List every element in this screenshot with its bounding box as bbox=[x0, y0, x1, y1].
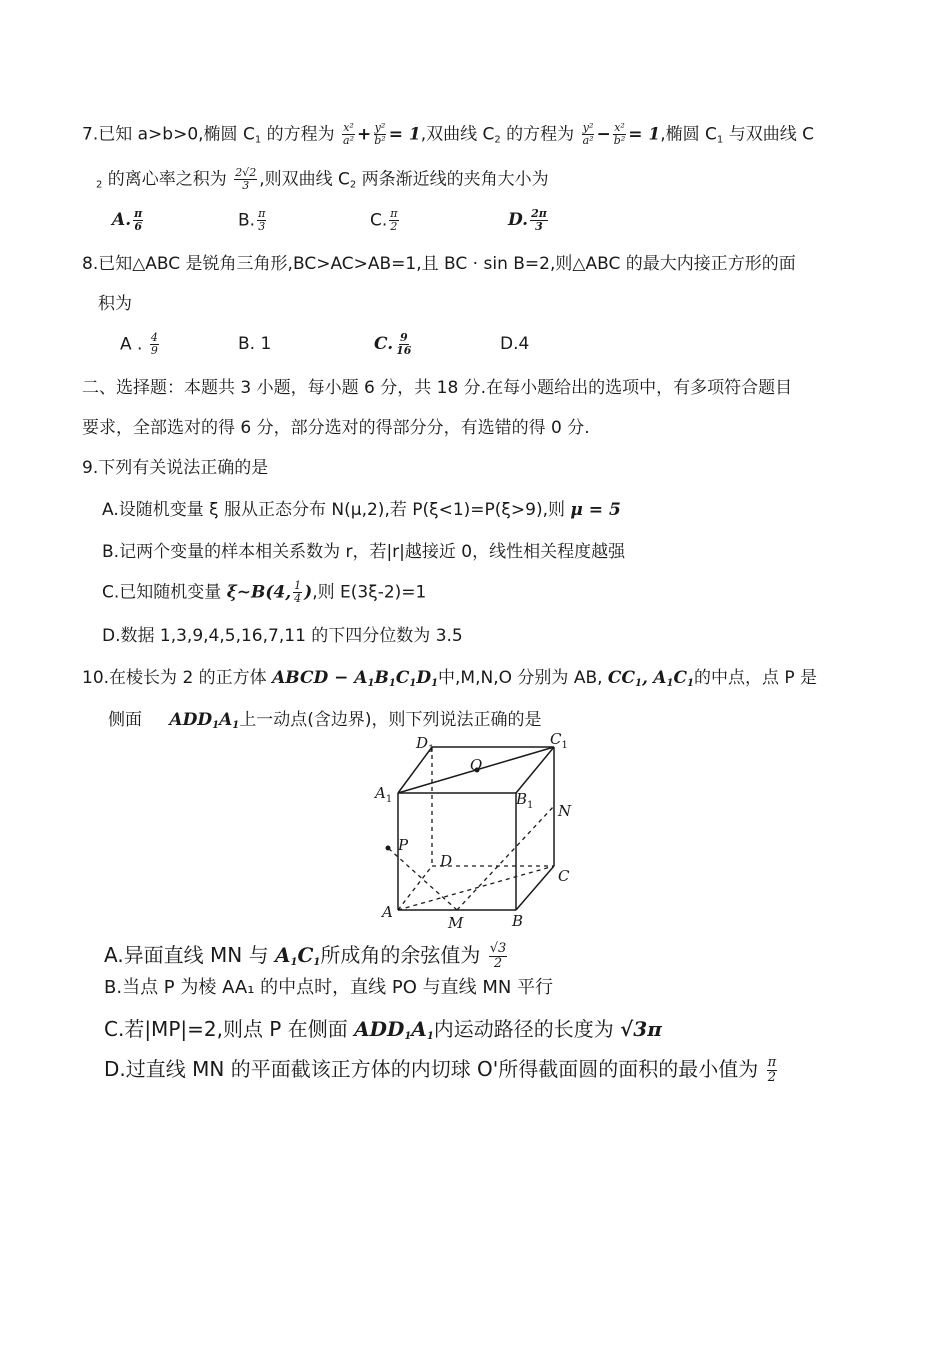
cube-figure bbox=[370, 730, 590, 935]
q10-line1: 10.在棱长为 2 的正方体 ABCD − $A_1B_1C_1D_1$中,M,N,O 分别为 AB, $CC_1$, $A_1C_1$的中点，点 P 是 bbox=[82, 668, 818, 689]
q9-stem: 9.下列有关说法正确的是 bbox=[82, 458, 269, 478]
ellipse-x-term: $\frac{\text{x²}}{\text{a²}}$ bbox=[343, 121, 354, 147]
q10-option-c: C.若|MP|=2,则点 P 在侧面 $ADD_1A_1$内运动路径的长度为 √3π bbox=[104, 1017, 662, 1042]
label-a: A bbox=[382, 903, 393, 921]
q9-option-b: B.记两个变量的样本相关系数为 r，若|r|越接近 0，线性相关程度越强 bbox=[102, 542, 626, 562]
q10-option-a: A.异面直线 MN 与 $A_1C_1$所成角的余弦值为 $\frac{√3}{2}$ bbox=[104, 941, 507, 971]
q7-option-a: A. $\frac{\pi}{6}$ bbox=[112, 207, 143, 233]
q9-option-a: A.设随机变量 ξ 服从正态分布 N(μ,2),若 P(ξ<1)=P(ξ>9),则 μ = 5 bbox=[102, 500, 621, 520]
segment-a-c bbox=[398, 866, 554, 910]
q7-option-c: C. $\frac{\pi}{2}$ bbox=[370, 207, 398, 233]
point-p bbox=[386, 846, 391, 851]
label-c: C bbox=[558, 867, 570, 885]
segment-m-n bbox=[457, 806, 554, 910]
q10-line2: 侧面 $ADD_1A_1$上一动点(含边界)，则下列说法正确的是 bbox=[108, 710, 542, 731]
label-m: M bbox=[448, 914, 464, 932]
section2-line2: 要求，全部选对的得 6 分，部分选对的得部分分，有选错的得 0 分. bbox=[82, 418, 590, 438]
section2-line1: 二、选择题：本题共 3 小题，每小题 6 分，共 18 分.在每小题给出的选项中，有多项符合题目 bbox=[82, 378, 793, 398]
hyperbola-x-term: $\frac{\text{x²}}{\text{b²}}$ bbox=[613, 121, 626, 147]
q7-line2: $_2$ 的离心率之积为 $\frac{2√2}{3}$ ,则双曲线 $C_2$ 两条渐近线的夹角大小为 bbox=[96, 166, 549, 192]
q7-option-b: B. $\frac{\pi}{3}$ bbox=[238, 207, 266, 233]
q8-line1: 8.已知△ABC 是锐角三角形,BC>AC>AB=1,且 BC · sin B=2,则△ABC 的最大内接正方形的面 bbox=[82, 254, 796, 274]
edge-a1-d1 bbox=[398, 747, 432, 793]
q8-option-c: C. $\frac{9}{16}$ bbox=[374, 331, 412, 357]
q9-option-c: C.已知随机变量 ξ∼B(4, $\frac{1}{4}$ ),则 E(3ξ-2)=1 bbox=[102, 579, 427, 605]
hyperbola-y-term: $\frac{\text{y²}}{\text{a²}}$ bbox=[582, 121, 594, 147]
label-b: B bbox=[512, 912, 524, 930]
label-p: P bbox=[398, 836, 409, 854]
eccentricity-product: $\frac{2√2}{3}$ bbox=[235, 166, 257, 192]
q8-option-b: B. 1 bbox=[238, 334, 272, 354]
q7-option-d: D. $\frac{2\pi}{3}$ bbox=[508, 207, 547, 233]
q8-line2: 积为 bbox=[98, 294, 132, 314]
label-n: N bbox=[558, 802, 572, 820]
label-a1: $A_1$ bbox=[375, 784, 393, 805]
q10-option-d: D.过直线 MN 的平面截该正方体的内切球 O'所得截面圆的面积的最小值为 $\frac{\pi}{2}$ bbox=[104, 1055, 777, 1085]
q9-option-d: D.数据 1,3,9,4,5,16,7,11 的下四分位数为 3.5 bbox=[102, 626, 463, 646]
q7-line1: 7.已知 a>b>0,椭圆 $C_1$ 的方程为 $\frac{\text{x²}}{\text{a²}}$ + $\frac{\text{y²}}{\text{b²}}$ = 1,双曲线 $C_2$ 的方程为 $\frac{\text{y²}}{\text{a²}}$ − $\frac{\text{x²}}{\text{b²}}$ = 1,椭圆 $C_1$ 与双曲线 C bbox=[82, 121, 814, 147]
ellipse-y-term: $\frac{\text{y²}}{\text{b²}}$ bbox=[374, 121, 386, 147]
label-d1: $D_1$ bbox=[416, 734, 435, 755]
label-b1: $B_1$ bbox=[516, 790, 534, 811]
edge-b1-c1 bbox=[516, 747, 554, 793]
q8-option-d: D.4 bbox=[500, 334, 530, 354]
q10-option-b: B.当点 P 为棱 AA₁ 的中点时，直线 PO 与直线 MN 平行 bbox=[104, 977, 554, 998]
label-o: O bbox=[470, 756, 483, 774]
q8-option-a: A . $\frac{4}{9}$ bbox=[120, 331, 158, 357]
label-d: D bbox=[440, 852, 453, 870]
label-c1: $C_1$ bbox=[550, 730, 568, 751]
edge-b-c bbox=[516, 866, 554, 910]
